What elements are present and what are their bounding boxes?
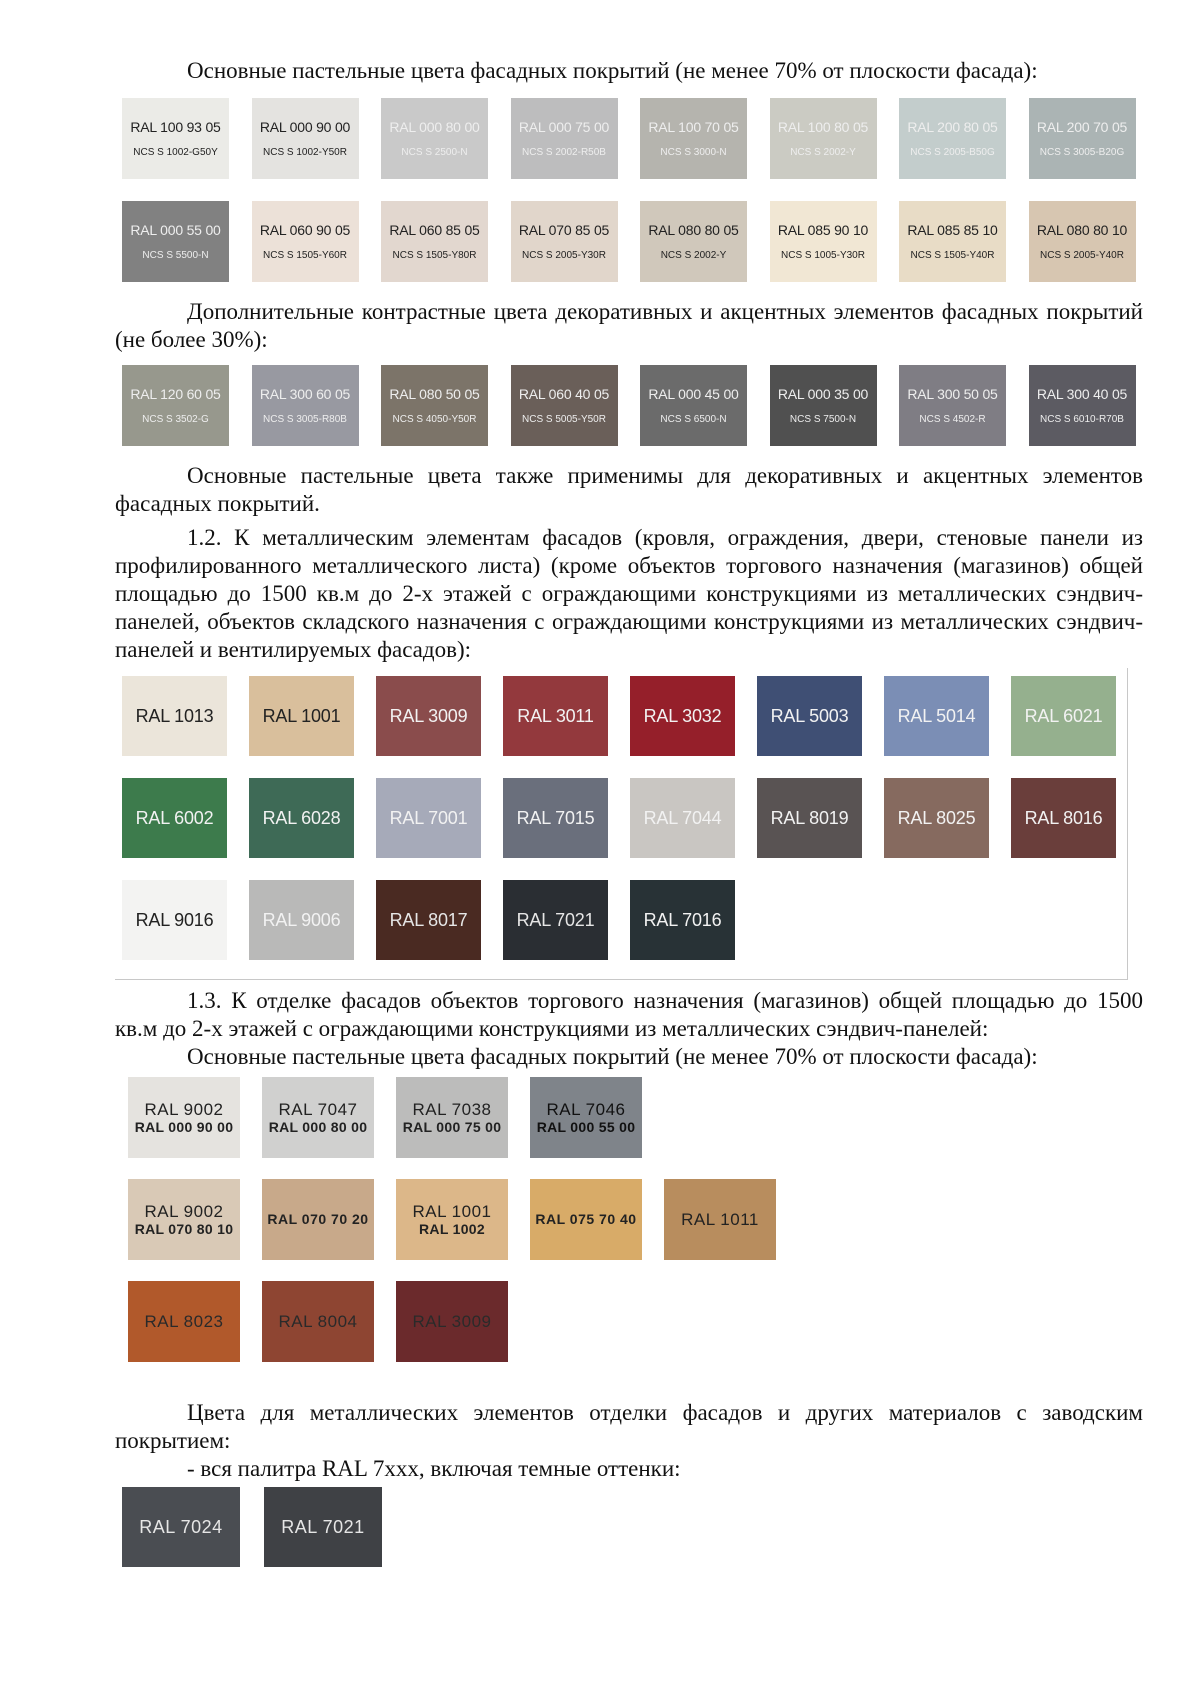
color-swatch — [664, 1179, 776, 1260]
color-swatch — [1029, 365, 1136, 446]
swatch-label: RAL 200 70 05 — [1036, 118, 1128, 135]
swatch-label: RAL 9016 — [135, 910, 214, 930]
swatch-label: RAL 1013 — [135, 706, 214, 726]
swatch-label: RAL 060 90 05 — [259, 221, 351, 238]
swatch-label: RAL 8017 — [389, 910, 468, 930]
swatch-label: RAL 1001 — [262, 706, 341, 726]
swatch-label: RAL 000 75 00 — [518, 118, 610, 135]
color-swatch — [249, 880, 354, 960]
swatch-label: RAL 000 90 00 — [259, 118, 351, 135]
swatch-code: NCS S 4502-R — [919, 413, 986, 425]
color-swatch — [122, 98, 229, 179]
color-swatch — [630, 778, 735, 858]
swatch-code: NCS S 6500-N — [660, 413, 727, 425]
color-swatch — [770, 201, 877, 282]
color-swatch — [1029, 201, 1136, 282]
color-swatch — [122, 1487, 240, 1567]
color-swatch — [381, 98, 488, 179]
swatch-label: RAL 9002 — [144, 1099, 224, 1119]
color-swatch — [503, 778, 608, 858]
swatch-label: RAL 8016 — [1024, 808, 1103, 828]
color-swatch — [252, 98, 359, 179]
swatch-label: RAL 6028 — [262, 808, 341, 828]
color-swatch — [396, 1179, 508, 1260]
swatch-label: RAL 000 55 00 — [130, 221, 221, 238]
swatch-label: RAL 085 85 10 — [907, 221, 998, 238]
swatch-label: RAL 7046 — [546, 1099, 626, 1119]
swatch-code: NCS S 4050-Y50R — [392, 413, 477, 425]
swatch-code: NCS S 2005-Y30R — [522, 249, 606, 261]
swatch-code: NCS S 1505-Y40R — [910, 249, 995, 261]
color-swatch — [511, 201, 618, 282]
color-swatch — [122, 676, 227, 756]
swatch-label: RAL 100 80 05 — [777, 118, 869, 135]
swatch-code: RAL 1002 — [419, 1220, 485, 1237]
swatch-label: RAL 7021 — [516, 910, 595, 930]
swatch-label: RAL 9006 — [262, 910, 341, 930]
swatch-label: RAL 300 40 05 — [1036, 385, 1128, 402]
color-swatch — [530, 1179, 642, 1260]
pastel-heading-2: Основные пастельные цвета фасадных покрытий (не менее 70% от плоскости фасада): — [187, 1044, 1038, 1069]
color-swatch — [381, 365, 488, 446]
color-swatch — [122, 880, 227, 960]
color-swatch — [262, 1077, 374, 1158]
swatch-code: RAL 000 75 00 — [402, 1118, 502, 1135]
swatch-label: RAL 6002 — [135, 808, 214, 828]
color-swatch — [252, 365, 359, 446]
color-swatch — [122, 201, 229, 282]
swatch-code: NCS S 1505-Y60R — [263, 249, 347, 261]
color-swatch — [884, 676, 989, 756]
color-swatch — [1011, 676, 1116, 756]
swatch-label: RAL 100 93 05 — [130, 118, 221, 135]
factory-coating-heading: Цвета для металлических элементов отделки фасадов и других материалов с заводским покрытием: — [115, 1400, 1143, 1453]
ral7-note: - вся палитра RAL 7xxx, включая темные оттенки: — [187, 1456, 681, 1481]
color-swatch — [376, 778, 481, 858]
color-swatch — [770, 98, 877, 179]
swatch-label: RAL 7038 — [412, 1099, 492, 1119]
swatch-label: RAL 075 70 40 — [535, 1211, 637, 1227]
swatch-code: NCS S 2005-Y40R — [1040, 249, 1124, 261]
color-swatch — [630, 880, 735, 960]
color-swatch — [1029, 98, 1136, 179]
swatch-code: NCS S 3005-R80B — [263, 413, 347, 425]
swatch-code: RAL 000 55 00 — [536, 1118, 636, 1135]
color-swatch — [128, 1077, 240, 1158]
color-swatch — [396, 1077, 508, 1158]
color-swatch — [128, 1281, 240, 1362]
swatch-label: RAL 300 60 05 — [259, 385, 351, 402]
swatch-label: RAL 070 70 20 — [267, 1211, 369, 1227]
swatch-code: NCS S 2002-Y — [790, 146, 856, 158]
swatch-code: NCS S 3005-B20G — [1039, 146, 1125, 158]
swatch-label: RAL 7015 — [516, 808, 595, 828]
swatch-label: RAL 060 40 05 — [518, 385, 610, 402]
color-swatch — [899, 98, 1006, 179]
color-swatch — [511, 98, 618, 179]
swatch-code: NCS S 1002-G50Y — [133, 146, 218, 158]
swatch-label: RAL 3009 — [412, 1312, 492, 1331]
swatch-code: NCS S 5005-Y50R — [522, 413, 606, 425]
color-swatch — [396, 1281, 508, 1362]
swatch-code: RAL 070 80 10 — [134, 1220, 234, 1237]
swatch-code: NCS S 3000-N — [660, 146, 727, 158]
color-swatch — [381, 201, 488, 282]
section-1-3: 1.3. К отделке фасадов объектов торгового назначения (магазинов) общей площадью до 1500 кв.м до 2-х этажей с ограждающими конструкциями из металлических сэндвич-панелей: — [115, 988, 1143, 1041]
swatch-label: RAL 100 70 05 — [648, 118, 739, 135]
color-swatch — [128, 1179, 240, 1260]
swatch-label: RAL 8025 — [897, 808, 976, 828]
color-swatch — [503, 676, 608, 756]
swatch-label: RAL 000 35 00 — [777, 385, 869, 402]
swatch-code: NCS S 7500-N — [789, 413, 857, 425]
swatch-code: NCS S 1002-Y50R — [263, 146, 347, 158]
color-swatch — [262, 1179, 374, 1260]
color-swatch — [264, 1487, 382, 1567]
color-swatch — [1011, 778, 1116, 858]
swatch-label: RAL 080 80 05 — [648, 221, 739, 238]
color-swatch — [640, 365, 747, 446]
color-swatch — [503, 880, 608, 960]
color-swatch — [249, 676, 354, 756]
color-swatch — [530, 1077, 642, 1158]
swatch-label: RAL 7016 — [643, 910, 722, 930]
swatch-label: RAL 085 90 10 — [777, 221, 869, 238]
color-swatch — [252, 201, 359, 282]
swatch-label: RAL 6021 — [1024, 706, 1103, 726]
swatch-label: RAL 7044 — [643, 808, 722, 828]
color-swatch — [640, 201, 747, 282]
pastel-note: Основные пастельные цвета также применимы для декоративных и акцентных элементов фасадных покрытий. — [115, 463, 1143, 516]
swatch-label: RAL 1001 — [412, 1201, 492, 1221]
swatch-label: RAL 080 80 10 — [1036, 221, 1128, 238]
swatch-label: RAL 3011 — [517, 706, 594, 726]
color-swatch — [757, 778, 862, 858]
contrast-heading: Дополнительные контрастные цвета декоративных и акцентных элементов фасадных покрытий (не более 30%): — [115, 299, 1143, 352]
color-swatch — [376, 676, 481, 756]
color-swatch — [899, 201, 1006, 282]
color-swatch — [249, 778, 354, 858]
swatch-label: RAL 3009 — [389, 706, 468, 726]
swatch-label: RAL 7047 — [278, 1099, 358, 1119]
swatch-label: RAL 9002 — [144, 1201, 224, 1221]
pastel-heading-1: Основные пастельные цвета фасадных покрытий (не менее 70% от плоскости фасада): — [187, 58, 1038, 83]
swatch-label: RAL 3032 — [643, 706, 722, 726]
swatch-label: RAL 5014 — [897, 706, 976, 726]
swatch-label: RAL 8004 — [278, 1312, 358, 1331]
color-swatch — [640, 98, 747, 179]
color-swatch — [899, 365, 1006, 446]
swatch-label: RAL 200 80 05 — [907, 118, 998, 135]
swatch-label: RAL 000 45 00 — [648, 385, 739, 402]
swatch-code: RAL 000 80 00 — [268, 1118, 368, 1135]
swatch-code: NCS S 2002-R50B — [522, 146, 606, 158]
swatch-label: RAL 070 85 05 — [518, 221, 610, 238]
color-swatch — [511, 365, 618, 446]
swatch-label: RAL 8023 — [144, 1312, 224, 1331]
swatch-label: RAL 7024 — [139, 1517, 223, 1537]
swatch-code: NCS S 6010-R70B — [1040, 413, 1124, 425]
swatch-label: RAL 5003 — [770, 706, 849, 726]
swatch-label: RAL 7021 — [281, 1517, 365, 1537]
swatch-label: RAL 060 85 05 — [389, 221, 480, 238]
color-swatch — [757, 676, 862, 756]
color-swatch — [262, 1281, 374, 1362]
color-swatch — [630, 676, 735, 756]
swatch-code: NCS S 2002-Y — [660, 249, 727, 261]
swatch-code: NCS S 3502-G — [142, 413, 209, 425]
swatch-code: NCS S 1505-Y80R — [392, 249, 477, 261]
swatch-label: RAL 8019 — [770, 808, 849, 828]
swatch-label: RAL 7001 — [389, 808, 468, 828]
color-swatch — [122, 365, 229, 446]
swatch-code: NCS S 2500-N — [401, 146, 468, 158]
swatch-code: NCS S 2005-B50G — [910, 146, 995, 158]
swatch-label: RAL 120 60 05 — [130, 385, 221, 402]
swatch-label: RAL 1011 — [681, 1210, 759, 1229]
color-swatch — [770, 365, 877, 446]
swatch-label: RAL 300 50 05 — [907, 385, 998, 402]
swatch-code: NCS S 5500-N — [142, 249, 209, 261]
swatch-label: RAL 000 80 00 — [389, 118, 480, 135]
color-swatch — [884, 778, 989, 858]
swatch-label: RAL 080 50 05 — [389, 385, 480, 402]
color-swatch — [376, 880, 481, 960]
section-1-2: 1.2. К металлическим элементам фасадов (кровля, ограждения, двери, стеновые панели из профилированного металлического листа) (кроме объектов торгового назначения (магазинов) общей площадью до 1500 кв.м до 2-х этажей с ограждающими конструкциями из металлических сэндвич-панелей, объектов складского назначения с ограждающими конструкциями из металлических сэндвич-панелей и вентилируемых фасадов): — [115, 525, 1143, 662]
color-swatch — [122, 778, 227, 858]
swatch-code: RAL 000 90 00 — [134, 1118, 234, 1135]
swatch-code: NCS S 1005-Y30R — [781, 249, 865, 261]
